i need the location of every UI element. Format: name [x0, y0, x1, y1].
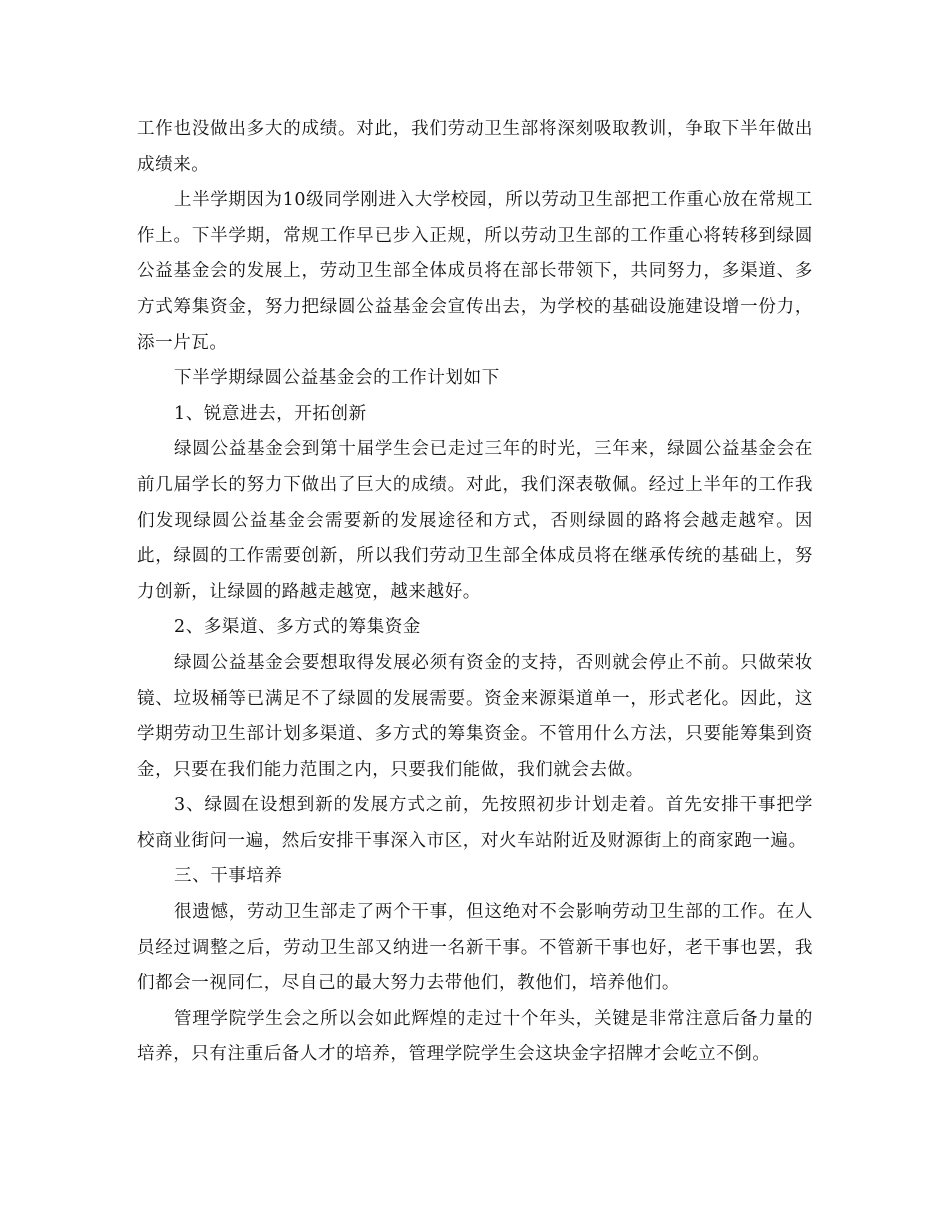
paragraph-2: 上半学期因为10级同学刚进入大学校园，所以劳动卫生部把工作重心放在常规工作上。下半学期，常规工作早已步入正规，所以劳动卫生部的工作重心将转移到绿圆公益基金会的发展上，劳动卫生部全体成员将在部长带领下，共同努力，多渠道、多方式筹集资金，努力把绿圆公益基金会宣传出去，为学校的基础设施建设增一份力，添一片瓦。: [137, 190, 813, 353]
paragraph-1: 工作也没做出多大的成绩。对此，我们劳动卫生部将深刻吸取教训，争取下半年做出成绩来。: [137, 119, 813, 175]
section-heading: 三、干事培养: [174, 866, 283, 887]
paragraph-3: 下半学期绿圆公益基金会的工作计划如下: [174, 368, 500, 389]
paragraph-5: 绿圆公益基金会要想取得发展必须有资金的支持，否则就会停止不前。只做荣妆镜、垃圾桶等已满足不了绿圆的发展需要。资金来源渠道单一，形式老化。因此，这学期劳动卫生部计划多渠道、多方式的筹集资金。不管用什么方法，只要能筹集到资金，只要在我们能力范围之内，只要我们能做，我们就会去做。: [137, 652, 813, 780]
paragraph-6: 3、绿圆在设想到新的发展方式之前，先按照初步计划走着。首先安排干事把学校商业街问一遍，然后安排干事深入市区，对火车站附近及财源街上的商家跑一遍。: [137, 795, 813, 851]
heading-1: 1、锐意进去，开拓创新: [174, 403, 367, 424]
heading-2: 2、多渠道、多方式的筹集资金: [174, 617, 422, 638]
document-body: [137, 112, 813, 1073]
paragraph-7: 很遗憾，劳动卫生部走了两个干事，但这绝对不会影响劳动卫生部的工作。在人员经过调整之后，劳动卫生部又纳进一名新干事。不管新干事也好，老干事也罢，我们都会一视同仁，尽自己的最大努力去带他们，教他们，培养他们。: [137, 902, 813, 994]
paragraph-4: 绿圆公益基金会到第十届学生会已走过三年的时光，三年来，绿圆公益基金会在前几届学长的努力下做出了巨大的成绩。对此，我们深表敬佩。经过上半年的工作我们发现绿圆公益基金会需要新的发展途径和方式，否则绿圆的路将会越走越窄。因此，绿圆的工作需要创新，所以我们劳动卫生部全体成员将在继承传统的基础上，努力创新，让绿圆的路越走越宽，越来越好。: [137, 439, 813, 602]
paragraph-8: 管理学院学生会之所以会如此辉煌的走过十个年头，关键是非常注意后备力量的培养，只有注重后备人才的培养，管理学院学生会这块金字招牌才会屹立不倒。: [137, 1008, 813, 1065]
